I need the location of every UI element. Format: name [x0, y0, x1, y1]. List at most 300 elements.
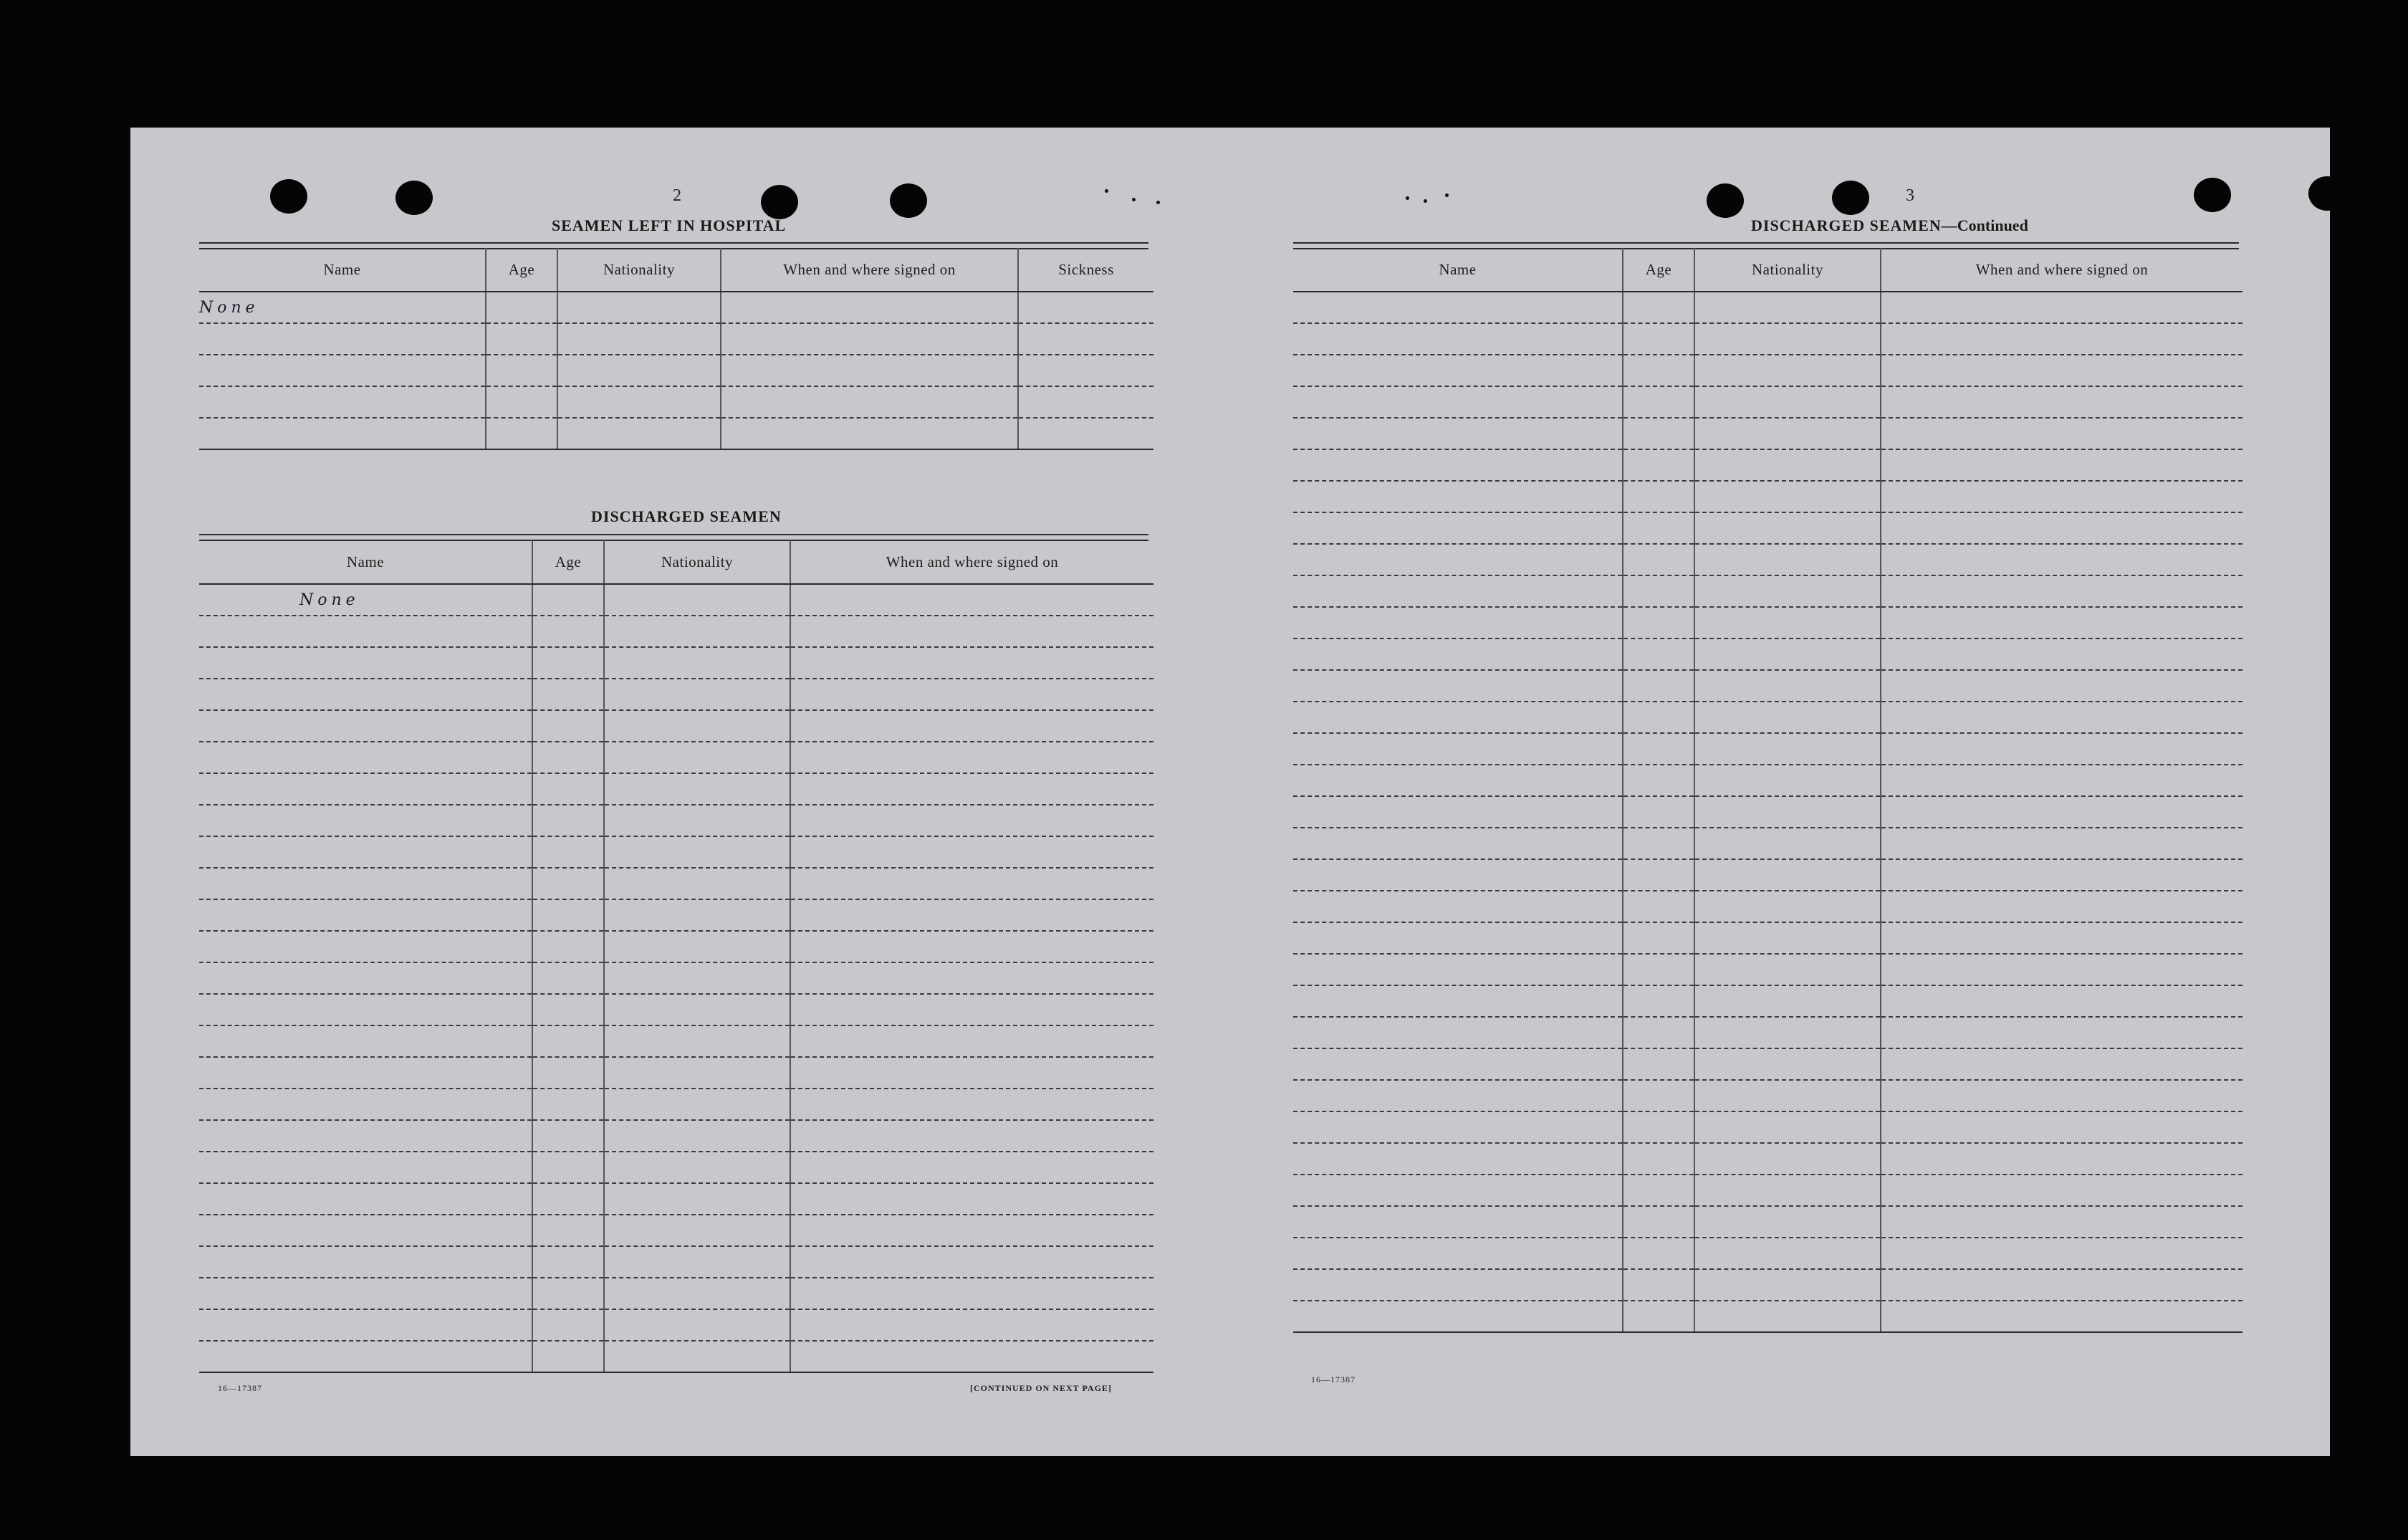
table-cell	[1623, 544, 1694, 575]
table-cell	[1694, 386, 1881, 418]
table-cell	[1293, 418, 1623, 449]
table-cell	[604, 1215, 790, 1246]
table-cell	[532, 899, 604, 931]
table-cell	[1694, 512, 1881, 544]
table-header-row	[199, 248, 1153, 292]
table-row	[1293, 1206, 2242, 1238]
table-cell	[1293, 670, 1623, 702]
table-cell	[1293, 323, 1623, 355]
table-cell	[1623, 670, 1694, 702]
table-cell	[532, 836, 604, 868]
table-cell	[1623, 481, 1694, 512]
table-cell	[1881, 828, 2242, 859]
table-cell	[1293, 1017, 1623, 1048]
table-cell	[199, 1120, 532, 1152]
table-row	[199, 679, 1153, 710]
column-header-age: Age	[1623, 248, 1694, 292]
table-cell	[1623, 1017, 1694, 1048]
table-cell	[790, 742, 1153, 773]
table-row	[1293, 1269, 2242, 1301]
table-cell	[199, 899, 532, 931]
right-page	[1230, 128, 2330, 1456]
table-cell	[1694, 1175, 1881, 1206]
table-cell	[790, 1215, 1153, 1246]
table-cell	[604, 1309, 790, 1341]
table-cell	[604, 773, 790, 805]
ink-speck	[1132, 198, 1136, 201]
table-cell	[1694, 544, 1881, 575]
table-row	[1293, 733, 2242, 765]
table-row	[199, 1246, 1153, 1278]
table-cell	[790, 773, 1153, 805]
handwritten-entry: None	[199, 292, 486, 323]
table-cell	[790, 1120, 1153, 1152]
table-cell	[532, 931, 604, 962]
table-row	[1293, 1111, 2242, 1143]
table-row	[1293, 418, 2242, 449]
table-row	[1293, 891, 2242, 922]
punch-hole	[395, 181, 433, 215]
table-cell	[199, 1341, 532, 1372]
table-cell	[199, 647, 532, 679]
table-cell	[1881, 733, 2242, 765]
table-cell	[1694, 1048, 1881, 1080]
table-cell	[1623, 1269, 1694, 1301]
table-cell	[1293, 954, 1623, 985]
table-row	[1293, 922, 2242, 954]
table-cell	[1694, 292, 1881, 323]
table-row	[199, 386, 1153, 418]
table-cell	[1694, 323, 1881, 355]
table-cell	[604, 931, 790, 962]
table-row	[1293, 481, 2242, 512]
table-row	[1293, 1301, 2242, 1332]
discharged-table	[199, 540, 1153, 1373]
table-cell	[1623, 1206, 1694, 1238]
table-cell	[604, 616, 790, 647]
table-cell	[199, 836, 532, 868]
table-cell	[532, 1057, 604, 1089]
table-cell	[532, 868, 604, 899]
table-cell	[790, 616, 1153, 647]
table-cell	[532, 1309, 604, 1341]
table-cell	[604, 805, 790, 836]
table-row	[1293, 985, 2242, 1017]
table-cell	[1293, 607, 1623, 639]
table-cell	[1293, 1206, 1623, 1238]
table-cell	[1623, 922, 1694, 954]
discharged-continued-table	[1293, 248, 2242, 1333]
table-cell	[604, 868, 790, 899]
table-cell	[1694, 1143, 1881, 1175]
table-cell	[1881, 355, 2242, 386]
table-cell	[1293, 386, 1623, 418]
table-header-row	[1293, 248, 2242, 292]
table-row	[199, 1025, 1153, 1057]
table-cell	[790, 1246, 1153, 1278]
table-cell	[1881, 481, 2242, 512]
table-cell	[1881, 1017, 2242, 1048]
table-cell	[1293, 796, 1623, 828]
table-row	[199, 418, 1153, 449]
table-cell	[532, 1089, 604, 1120]
table-cell	[1881, 1175, 2242, 1206]
table-row	[199, 899, 1153, 931]
table-cell	[1694, 1269, 1881, 1301]
punch-hole	[890, 183, 927, 218]
page-number: 3	[1906, 186, 1915, 205]
table-cell	[1881, 292, 2242, 323]
table-cell	[199, 931, 532, 962]
table-cell	[1881, 607, 2242, 639]
table-cell	[1694, 1111, 1881, 1143]
table-row	[1293, 1238, 2242, 1269]
table-cell	[1623, 639, 1694, 670]
table-cell	[604, 1341, 790, 1372]
table-cell	[1293, 1269, 1623, 1301]
table-cell	[1694, 1238, 1881, 1269]
table-cell	[1623, 1143, 1694, 1175]
table-cell	[790, 679, 1153, 710]
table-row	[1293, 1017, 2242, 1048]
table-cell	[532, 773, 604, 805]
table-cell	[1881, 765, 2242, 796]
table-row	[1293, 449, 2242, 481]
table-cell	[199, 616, 532, 647]
form-code: 16—17387	[1311, 1374, 1356, 1384]
table-row	[1293, 512, 2242, 544]
table-cell	[532, 1025, 604, 1057]
table-row	[1293, 670, 2242, 702]
table-cell	[1293, 544, 1623, 575]
left-page	[130, 128, 1230, 1456]
table-cell	[1293, 292, 1623, 323]
continued-note: [CONTINUED ON NEXT PAGE]	[970, 1383, 1112, 1393]
table-cell	[1293, 828, 1623, 859]
table-cell	[199, 1183, 532, 1215]
table-row	[1293, 639, 2242, 670]
ink-speck	[1156, 201, 1160, 204]
table-cell	[532, 962, 604, 994]
table-cell	[604, 742, 790, 773]
table-row	[199, 1278, 1153, 1309]
table-cell	[604, 710, 790, 742]
table-cell	[199, 805, 532, 836]
table-cell	[790, 805, 1153, 836]
table-cell	[604, 899, 790, 931]
table-cell	[604, 836, 790, 868]
column-header-sickness: Sickness	[1018, 248, 1153, 292]
table-cell	[1293, 891, 1623, 922]
table-cell	[1293, 922, 1623, 954]
table-cell	[1881, 796, 2242, 828]
table-row	[199, 710, 1153, 742]
table-cell	[1881, 1269, 2242, 1301]
table-cell	[1293, 765, 1623, 796]
table-cell	[1623, 607, 1694, 639]
table-cell	[604, 1089, 790, 1120]
table-cell	[532, 647, 604, 679]
table-cell	[1694, 985, 1881, 1017]
table-row	[199, 1183, 1153, 1215]
table-cell	[1623, 449, 1694, 481]
table-cell	[532, 1278, 604, 1309]
column-header-name: Name	[199, 248, 486, 292]
table-cell	[1881, 922, 2242, 954]
column-header-nationality: Nationality	[557, 248, 721, 292]
form-code: 16—17387	[218, 1383, 262, 1393]
table-cell	[199, 773, 532, 805]
table-cell	[1694, 922, 1881, 954]
table-row	[199, 931, 1153, 962]
table-row	[199, 584, 1153, 616]
hospital-table	[199, 248, 1153, 450]
column-header-age: Age	[532, 540, 604, 584]
page-number: 2	[673, 186, 682, 205]
table-cell	[199, 1309, 532, 1341]
table-header-row	[199, 540, 1153, 584]
table-cell	[199, 868, 532, 899]
table-cell	[1694, 702, 1881, 733]
table-cell	[790, 1278, 1153, 1309]
table-cell	[1623, 891, 1694, 922]
table-cell	[1694, 954, 1881, 985]
table-cell	[532, 710, 604, 742]
table-cell	[199, 742, 532, 773]
table-cell	[199, 1278, 532, 1309]
table-row	[1293, 386, 2242, 418]
table-cell	[1623, 512, 1694, 544]
table-cell	[1881, 1301, 2242, 1332]
table-cell	[1881, 985, 2242, 1017]
table-cell	[199, 962, 532, 994]
table-cell	[1881, 1080, 2242, 1111]
table-row	[199, 773, 1153, 805]
ink-speck	[1105, 189, 1108, 193]
table-row	[199, 1341, 1153, 1372]
table-cell	[604, 962, 790, 994]
table-cell	[604, 679, 790, 710]
table-row	[199, 323, 1153, 355]
table-row	[199, 1152, 1153, 1183]
table-cell	[790, 899, 1153, 931]
table-row	[1293, 544, 2242, 575]
table-cell	[1881, 859, 2242, 891]
document-sheet	[130, 128, 2330, 1456]
table-cell	[790, 836, 1153, 868]
table-cell	[1623, 418, 1694, 449]
table-cell	[790, 994, 1153, 1025]
table-cell	[1694, 859, 1881, 891]
table-cell	[1623, 1080, 1694, 1111]
table-row	[1293, 292, 2242, 323]
table-row	[1293, 355, 2242, 386]
table-cell	[1623, 355, 1694, 386]
table-cell	[790, 1309, 1153, 1341]
table-cell	[604, 1025, 790, 1057]
table-cell	[604, 1183, 790, 1215]
table-cell	[199, 1246, 532, 1278]
table-cell	[532, 994, 604, 1025]
table-row	[199, 836, 1153, 868]
table-cell	[532, 1341, 604, 1372]
table-cell	[1881, 954, 2242, 985]
table-cell	[790, 1089, 1153, 1120]
table-row	[1293, 1080, 2242, 1111]
table-cell	[1293, 859, 1623, 891]
table-cell	[604, 1152, 790, 1183]
punch-hole	[1707, 183, 1744, 218]
table-cell	[1881, 891, 2242, 922]
table-cell	[1623, 1238, 1694, 1269]
table-cell	[1881, 575, 2242, 607]
punch-hole	[270, 179, 307, 214]
table-cell	[1881, 702, 2242, 733]
table-cell	[1623, 954, 1694, 985]
column-header-signed-on: When and where signed on	[790, 540, 1153, 584]
table-cell	[1694, 1206, 1881, 1238]
table-cell	[604, 1278, 790, 1309]
table-row	[199, 805, 1153, 836]
table-cell	[199, 994, 532, 1025]
table-cell	[532, 742, 604, 773]
table-cell	[532, 1215, 604, 1246]
table-row	[199, 1309, 1153, 1341]
table-row	[199, 742, 1153, 773]
table-cell	[199, 1089, 532, 1120]
table-cell	[1881, 512, 2242, 544]
table-cell	[1881, 1238, 2242, 1269]
table-cell	[1293, 1301, 1623, 1332]
table-cell	[1623, 1175, 1694, 1206]
table-cell	[1293, 481, 1623, 512]
ink-speck	[1445, 193, 1449, 197]
table-cell	[1694, 796, 1881, 828]
table-cell	[1881, 1143, 2242, 1175]
table-cell	[1623, 292, 1694, 323]
table-cell	[1623, 985, 1694, 1017]
table-cell	[1293, 639, 1623, 670]
table-row	[199, 647, 1153, 679]
table-cell	[199, 710, 532, 742]
column-header-signed-on: When and where signed on	[721, 248, 1018, 292]
table-cell	[790, 868, 1153, 899]
table-cell	[1293, 449, 1623, 481]
column-header-name: Name	[1293, 248, 1623, 292]
table-row	[1293, 796, 2242, 828]
table-row	[1293, 954, 2242, 985]
table-cell	[1293, 512, 1623, 544]
table-row	[1293, 859, 2242, 891]
table-row	[1293, 1175, 2242, 1206]
table-cell	[1881, 1206, 2242, 1238]
table-cell	[1293, 1238, 1623, 1269]
table-cell	[1881, 386, 2242, 418]
table-cell	[1694, 733, 1881, 765]
punch-hole	[2194, 178, 2231, 212]
table-row	[1293, 323, 2242, 355]
table-cell	[1694, 828, 1881, 859]
table-cell	[199, 1057, 532, 1089]
table-row	[1293, 702, 2242, 733]
table-row	[1293, 765, 2242, 796]
table-row	[199, 994, 1153, 1025]
punch-hole	[1832, 181, 1869, 215]
table-cell	[1881, 323, 2242, 355]
table-cell	[1293, 1080, 1623, 1111]
table-cell	[1293, 1143, 1623, 1175]
table-cell	[1694, 607, 1881, 639]
table-cell	[1694, 891, 1881, 922]
table-cell	[604, 994, 790, 1025]
table-cell	[1293, 702, 1623, 733]
table-cell	[790, 1025, 1153, 1057]
table-cell	[1293, 355, 1623, 386]
table-cell	[1623, 1301, 1694, 1332]
table-cell	[199, 679, 532, 710]
table-row	[1293, 1143, 2242, 1175]
table-cell	[532, 1246, 604, 1278]
table-cell	[1293, 575, 1623, 607]
table-cell	[1881, 670, 2242, 702]
table-cell	[1293, 1111, 1623, 1143]
table-cell	[199, 1152, 532, 1183]
table-cell	[1623, 859, 1694, 891]
table-cell	[604, 1120, 790, 1152]
table-row	[199, 1089, 1153, 1120]
table-row	[199, 868, 1153, 899]
discharged-section-title: DISCHARGED SEAMEN	[591, 507, 782, 525]
table-cell	[790, 931, 1153, 962]
table-cell	[1881, 1048, 2242, 1080]
ink-speck	[1406, 196, 1409, 200]
table-cell	[199, 1025, 532, 1057]
table-row	[199, 616, 1153, 647]
table-cell	[790, 1183, 1153, 1215]
table-cell	[1623, 1111, 1694, 1143]
table-cell	[199, 1215, 532, 1246]
table-row	[199, 292, 1153, 323]
table-row	[199, 1120, 1153, 1152]
table-cell	[532, 805, 604, 836]
table-row	[199, 355, 1153, 386]
table-cell	[1623, 386, 1694, 418]
punch-hole	[761, 185, 798, 219]
table-cell	[1293, 1175, 1623, 1206]
table-cell	[790, 1341, 1153, 1372]
table-cell	[532, 1183, 604, 1215]
table-cell	[1694, 355, 1881, 386]
table-cell	[1623, 765, 1694, 796]
table-cell	[1623, 796, 1694, 828]
table-cell	[1881, 639, 2242, 670]
table-cell	[790, 647, 1153, 679]
table-cell	[1881, 418, 2242, 449]
handwritten-entry: None	[199, 584, 532, 616]
table-cell	[1881, 1111, 2242, 1143]
table-cell	[1623, 733, 1694, 765]
table-cell	[790, 710, 1153, 742]
table-cell	[532, 1152, 604, 1183]
column-header-nationality: Nationality	[604, 540, 790, 584]
column-header-name: Name	[199, 540, 532, 584]
table-cell	[1694, 449, 1881, 481]
table-cell	[790, 1057, 1153, 1089]
table-cell	[1623, 1048, 1694, 1080]
table-cell	[1623, 323, 1694, 355]
table-cell	[1694, 575, 1881, 607]
table-cell	[1694, 1301, 1881, 1332]
